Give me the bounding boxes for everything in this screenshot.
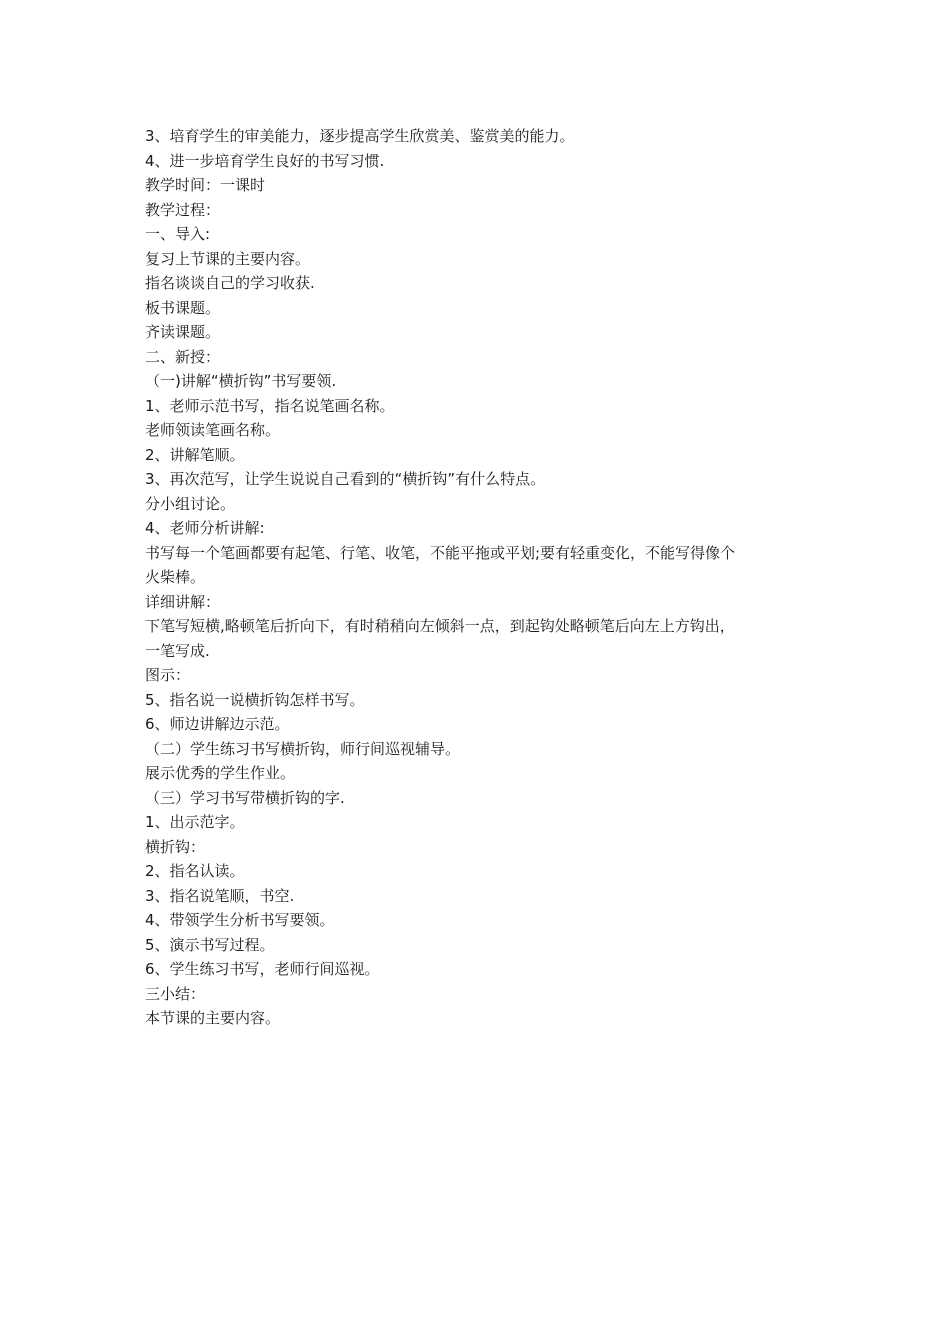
text-line: 复习上节课的主要内容。 xyxy=(145,249,311,268)
text-line: 2、指名认读。 xyxy=(145,862,245,880)
text-line: 板书课题。 xyxy=(145,298,221,317)
text-line: 分小组讨论。 xyxy=(145,494,236,513)
text-line: 3、再次范写，让学生说说自己看到的“横折钩”有什么特点。 xyxy=(145,470,546,488)
text-line: 一笔写成. xyxy=(145,641,210,660)
text-line: 老师领读笔画名称。 xyxy=(145,421,281,439)
text-line: 4、进一步培育学生良好的书写习惯. xyxy=(145,151,385,170)
text-line: 展示优秀的学生作业。 xyxy=(145,764,296,782)
text-line: 详细讲解： xyxy=(145,592,221,611)
text-line: 齐读课题。 xyxy=(145,323,221,341)
text-line: 1、出示范字。 xyxy=(145,813,245,831)
subsection-heading: （一)讲解“横折钩”书写要领. xyxy=(145,372,337,390)
text-line: 5、演示书写过程。 xyxy=(145,935,275,954)
text-line: 火柴棒。 xyxy=(145,568,206,586)
text-line: 教学过程： xyxy=(145,200,221,219)
subsection-heading: （三）学习书写带横折钩的字. xyxy=(145,788,345,807)
text-line: 4、老师分析讲解: xyxy=(145,519,265,537)
document-body xyxy=(145,124,813,1031)
section-heading: 二、新授： xyxy=(145,347,221,366)
text-line: 图示： xyxy=(145,666,191,684)
text-line: 3、指名说笔顺，书空. xyxy=(145,886,295,905)
section-heading: 一、导入: xyxy=(145,225,211,243)
text-line: 4、带领学生分析书写要领。 xyxy=(145,911,335,929)
text-line: 2、讲解笔顺。 xyxy=(145,445,245,464)
text-line: 5、指名说一说横折钩怎样书写。 xyxy=(145,690,365,709)
section-heading: 三小结： xyxy=(145,984,206,1003)
text-line: 6、学生练习书写，老师行间巡视。 xyxy=(145,960,380,978)
subsection-heading: （二）学生练习书写横折钩，师行间巡视辅导。 xyxy=(145,739,461,758)
text-line: 教学时间：一课时 xyxy=(145,176,266,194)
text-line: 3、培育学生的审美能力，逐步提高学生欣赏美、鉴赏美的能力。 xyxy=(145,127,575,145)
text-line: 下笔写短横,略顿笔后折向下，有时稍稍向左倾斜一点，到起钩处略顿笔后向左上方钩出， xyxy=(145,617,735,635)
text-line: 书写每一个笔画都要有起笔、行笔、收笔，不能平拖或平划;要有轻重变化，不能写得像个 xyxy=(145,543,736,562)
text-line: 1、老师示范书写，指名说笔画名称。 xyxy=(145,396,395,415)
text-line: 本节课的主要内容。 xyxy=(145,1009,281,1027)
text-line: 6、师边讲解边示范。 xyxy=(145,715,290,733)
text-line: 横折钩： xyxy=(145,837,206,856)
text-line: 指名谈谈自己的学习收获. xyxy=(145,274,315,292)
